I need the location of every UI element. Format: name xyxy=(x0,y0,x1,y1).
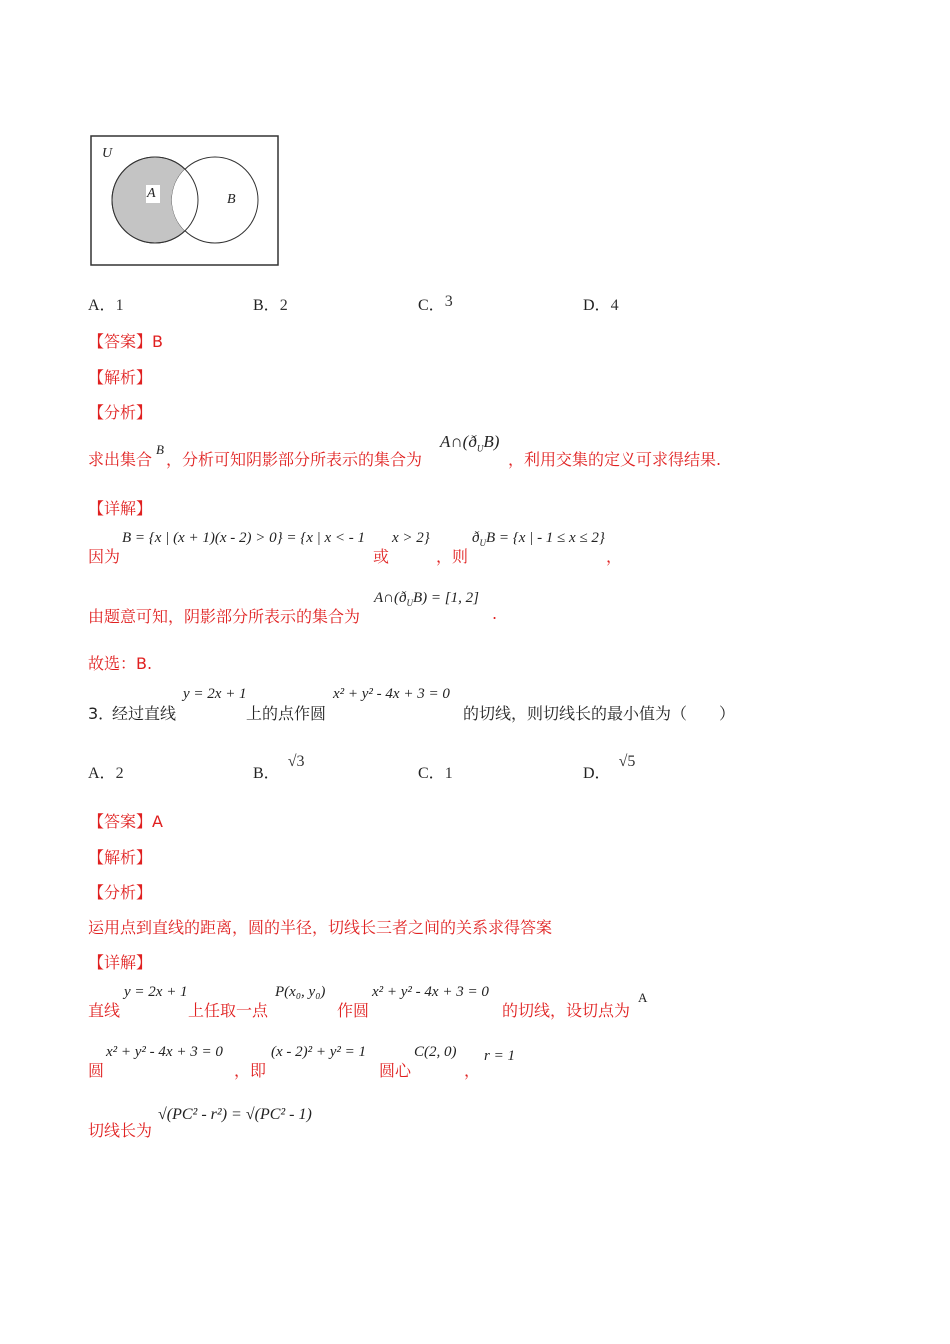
q2-detail-line1-pre: 因为 xyxy=(88,547,121,566)
option-letter: B． xyxy=(253,765,280,782)
q3-d1-mid2: 作圆 xyxy=(337,1001,370,1020)
q3-d1-tangent-point: A xyxy=(638,990,648,1005)
option-letter: A． xyxy=(88,765,116,782)
option-letter: C． xyxy=(418,765,445,782)
q3-circle-equation: x² + y² - 4x + 3 = 0 xyxy=(333,686,450,702)
q3-text-pre: 经过直线 xyxy=(112,704,177,723)
venn-diagram xyxy=(90,135,280,267)
option-letter: A． xyxy=(88,297,116,314)
q2-option-d[interactable] xyxy=(583,292,619,315)
q2-jiexi-heading: 【解析】 xyxy=(88,368,153,387)
q2-option-a[interactable] xyxy=(88,292,124,315)
venn-set-b-label: B xyxy=(227,192,236,207)
q2-fenxi-expression xyxy=(440,432,499,453)
q3-d2-circle-equation: x² + y² - 4x + 3 = 0 xyxy=(106,1044,223,1060)
q2-then-text: ，则 xyxy=(436,547,469,566)
q3-d1-mid: 上任取一点 xyxy=(188,1001,269,1020)
q2-option-c[interactable] xyxy=(418,292,453,315)
q3-line-equation: y = 2x + 1 xyxy=(183,686,247,702)
venn-set-a-label: A xyxy=(147,186,156,201)
q3-xiangjie-heading: 【详解】 xyxy=(88,953,153,972)
option-value: 1 xyxy=(444,765,453,782)
venn-universe-label: U xyxy=(102,146,113,161)
expr-main: ð xyxy=(472,530,480,546)
option-letter: B． xyxy=(253,297,280,314)
q3-d1-line-equation: y = 2x + 1 xyxy=(124,984,188,1000)
q2-fenxi-text-mid: ，分析可知阴影部分所表示的集合为 xyxy=(166,450,423,469)
q2-answer: 【答案】B xyxy=(88,332,163,351)
q3-d2-center-label: 圆心 xyxy=(379,1061,412,1080)
q2-xiangjie-heading: 【详解】 xyxy=(88,499,153,518)
q2-conclusion: 故选：B. xyxy=(88,654,153,673)
q3-d1-pre: 直线 xyxy=(88,1001,121,1020)
q3-d2-center: C(2, 0) xyxy=(414,1044,457,1060)
option-letter: D． xyxy=(583,765,611,782)
q2-set-b-definition: B = {x | (x + 1)(x - 2) > 0} = {x | x < - 1 xyxy=(122,530,366,546)
q3-d2-comma: ， xyxy=(464,1061,481,1080)
q3-d1-point: P(x₀, y₀) xyxy=(275,984,326,1000)
expr-tail: B) xyxy=(483,432,500,451)
option-letter: C． xyxy=(418,297,445,314)
q3-d3-tangent-length: √(PC² - r²) = √(PC² - 1) xyxy=(158,1106,312,1123)
q3-fenxi-heading: 【分析】 xyxy=(88,883,153,902)
q2-or-text: 或 xyxy=(373,547,390,566)
q3-answer: 【答案】A xyxy=(88,812,163,831)
q3-d2-ji: ，即 xyxy=(234,1061,267,1080)
expr-sub: U xyxy=(406,598,413,608)
option-value: 2 xyxy=(279,297,288,314)
q2-shaded-set-expression xyxy=(374,590,479,608)
q2-fenxi-text-pre: 求出集合 xyxy=(88,450,153,469)
q2-set-b-tail: x > 2} xyxy=(392,530,430,546)
q2-line1-end: ， xyxy=(606,547,623,566)
q3-option-c[interactable] xyxy=(418,760,453,783)
expr-tail: B) = [1, 2] xyxy=(413,590,479,606)
expr-main: A∩(ð xyxy=(440,432,477,451)
expr-main: A∩(ð xyxy=(374,590,407,606)
q3-d3-pre: 切线长为 xyxy=(88,1121,153,1140)
expr-sub: U xyxy=(476,443,484,454)
option-value: 3 xyxy=(444,293,453,310)
option-value: √5 xyxy=(618,753,636,770)
option-value: 2 xyxy=(115,765,124,782)
q3-option-b[interactable] xyxy=(253,753,305,783)
q2-complement-b xyxy=(472,530,605,548)
option-value: 4 xyxy=(610,297,619,314)
q3-d2-radius: r = 1 xyxy=(484,1048,515,1064)
q3-jiexi-heading: 【解析】 xyxy=(88,848,153,867)
expr-tail: B = {x | - 1 ≤ x ≤ 2} xyxy=(486,530,605,546)
option-value: √3 xyxy=(287,753,305,770)
expr-sub: U xyxy=(479,538,486,548)
q3-d1-circle-equation: x² + y² - 4x + 3 = 0 xyxy=(372,984,489,1000)
q2-fenxi-set-b: B xyxy=(156,442,164,457)
option-value: 1 xyxy=(115,297,124,314)
option-letter: D． xyxy=(583,297,611,314)
q2-option-b[interactable] xyxy=(253,292,288,315)
q2-line2-end: . xyxy=(492,604,498,623)
q3-fenxi-text: 运用点到直线的距离，圆的半径，切线长三者之间的关系求得答案 xyxy=(88,918,553,937)
q3-d1-post: 的切线，设切点为 xyxy=(502,1001,631,1020)
q3-number: 3． xyxy=(88,704,115,723)
q3-option-a[interactable] xyxy=(88,760,124,783)
q2-fenxi-heading: 【分析】 xyxy=(88,403,153,422)
q3-option-d[interactable] xyxy=(583,753,636,783)
q2-fenxi-text-post: ，利用交集的定义可求得结果. xyxy=(508,450,722,469)
q2-detail-line2-pre: 由题意可知，阴影部分所表示的集合为 xyxy=(88,607,361,626)
q3-d2-pre: 圆 xyxy=(88,1061,105,1080)
q3-text-mid: 上的点作圆 xyxy=(246,704,327,723)
q3-d2-standard-form: (x - 2)² + y² = 1 xyxy=(271,1044,367,1060)
q3-text-post: 的切线，则切线长的最小值为（ ） xyxy=(463,704,736,723)
